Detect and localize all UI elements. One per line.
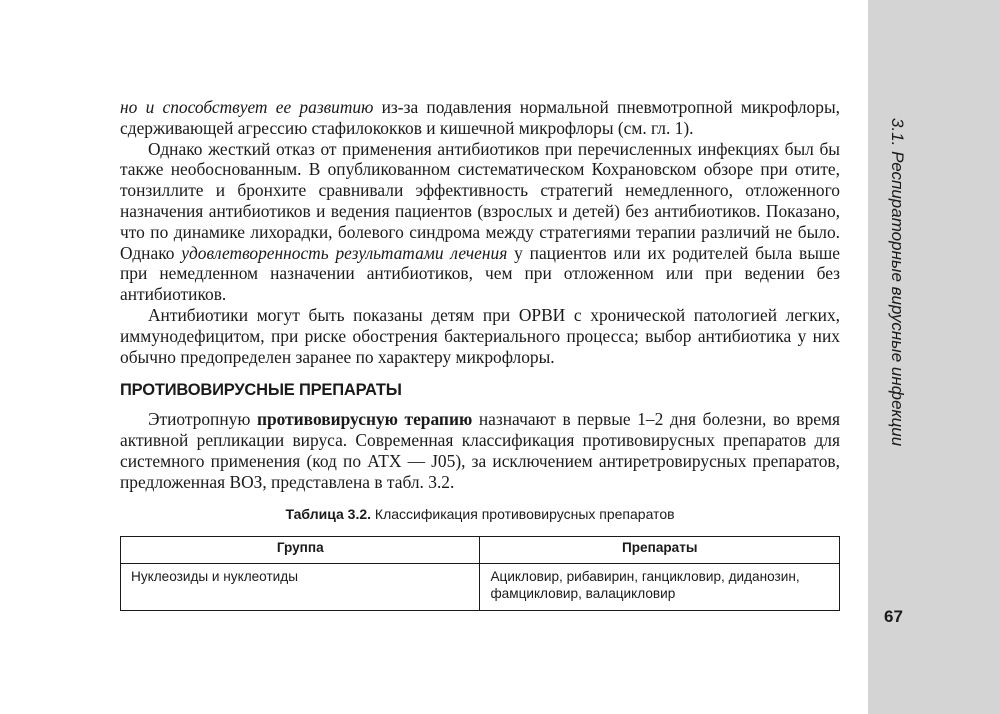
classification-table (120, 536, 840, 611)
paragraph-1 (120, 97, 840, 139)
page-number: 67 (884, 607, 903, 626)
text-run: Однако жесткий отказ от применения антибиотиков при перечисленных инфекциях был бы также необоснованным. В опубликованном систематическом Кохрановском обзоре при отите, тонзиллите и бронхите сравнивали эффективность стратегий немедленного, отложенного назначения антибиотиков и ведения пациентов (взрослых и детей) без антибиотиков. Показано, что по динамике лихорадки, болевого синдрома между стратегиями терапии различий не было. Однако (120, 138, 840, 263)
table-header-drugs: Препараты (480, 536, 840, 563)
text-run: у пациентов или их родителей была выше при немедленном назначении антибиотиков, чем при отложенном или при ведении без антибиотиков. (120, 242, 840, 305)
table-row (121, 563, 840, 610)
table-header-group: Группа (121, 536, 480, 563)
bold-term: противовирусную терапию (256, 409, 473, 430)
paragraph-3 (120, 305, 840, 367)
table-caption-text: Классификация противовирусных препаратов (371, 505, 675, 522)
italic-phrase: но и способствует ее развитию (120, 97, 374, 117)
running-head: 3.1. Респираторные вирусные инфекции (888, 118, 907, 447)
paragraph-2 (120, 139, 840, 305)
table-caption (120, 506, 840, 522)
page-content (120, 97, 840, 611)
table-header-row (121, 536, 840, 563)
table-cell-group: Нуклеозиды и нуклеотиды (121, 563, 480, 610)
paragraph-antiviral (120, 409, 840, 492)
table-cell-drugs: Ацикловир, рибавирин, ганцикловир, диданозин, фамцикловир, валацикловир (480, 563, 840, 610)
text-run: из-за подавления нормальной пневмотропной микрофлоры, сдерживающей агрессию стафилококков и кишечной микрофлоры (см. гл. 1). (120, 97, 840, 138)
italic-phrase: удовлетворенность результатами лечения (181, 242, 508, 263)
table-caption-label: Таблица 3.2. (285, 505, 372, 522)
text-run: Антибиотики могут быть показаны детям при ОРВИ с хронической патологией легких, иммунодефицитом, при риске обострения бактериального процесса; выбор антибиотика у них обычно предопределен заранее по характеру микрофлоры. (120, 304, 840, 367)
text-run: Этиотропную (148, 409, 257, 430)
text-run: назначают в первые 1–2 дня болезни, во время активной репликации вируса. Современная классификация противовирусных препаратов для системного применения (код по АТХ — J05), за исключением антиретровирусных препаратов, предложенная ВОЗ, представлена в табл. 3.2. (120, 409, 840, 492)
section-heading: ПРОТИВОВИРУСНЫЕ ПРЕПАРАТЫ (120, 381, 402, 400)
